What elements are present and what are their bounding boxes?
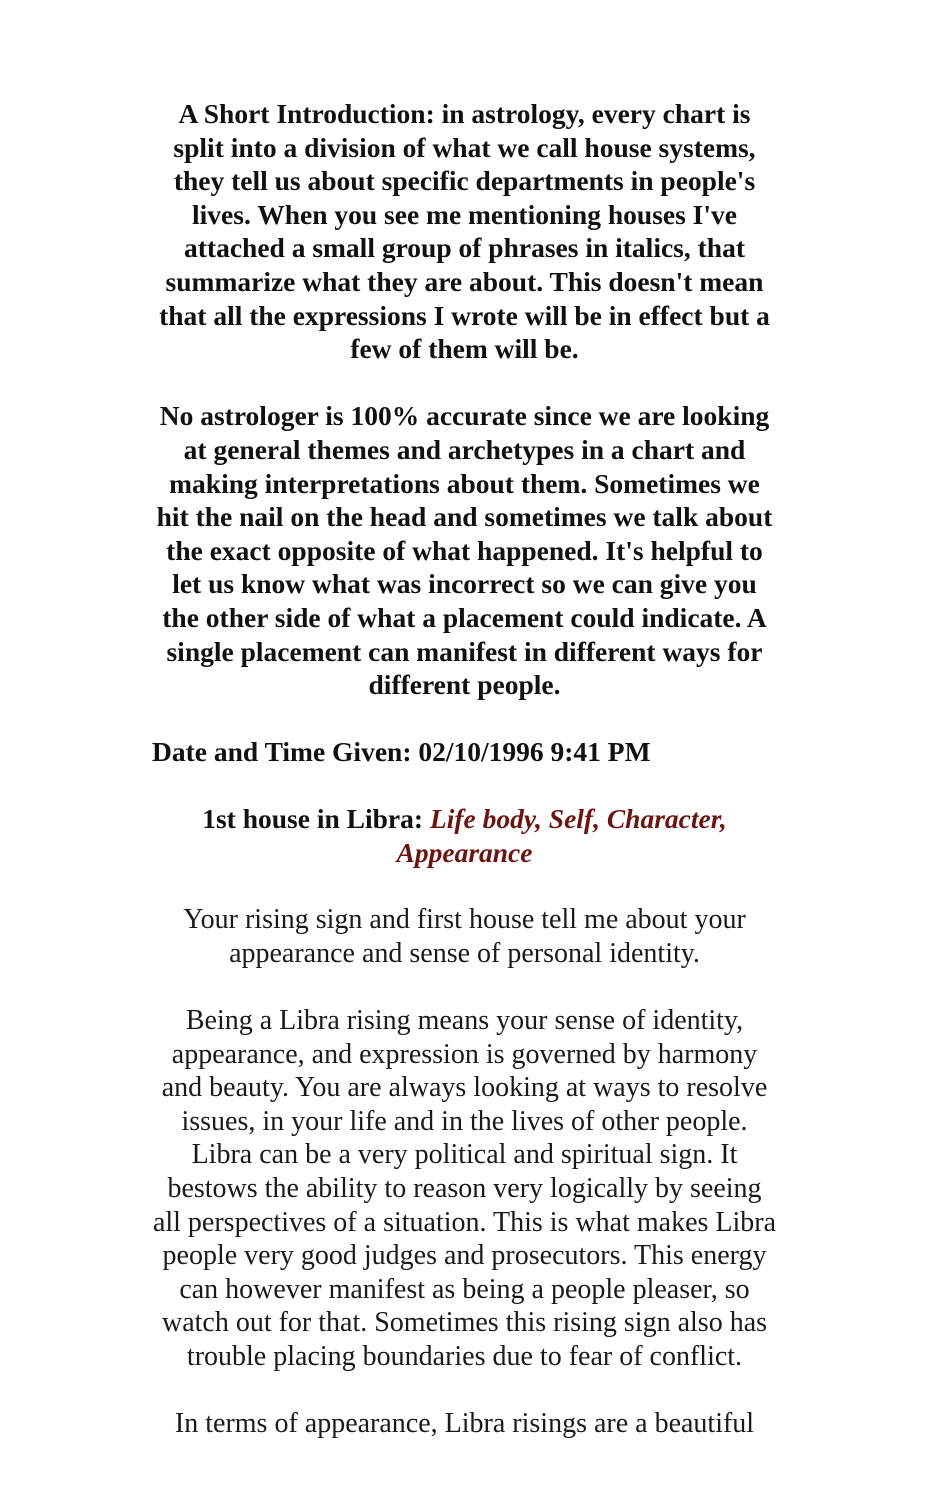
reading-document (152, 97, 777, 1441)
spacer (152, 1374, 777, 1408)
first-house-keywords: Life body, Self, Character, Appearance (396, 803, 727, 869)
spacer (152, 366, 777, 400)
spacer (152, 702, 777, 736)
first-house-intro: Your rising sign and first house tell me about your appearance and sense of personal identity. (183, 904, 746, 969)
intro-paragraph-houses: A Short Introduction: in astrology, every chart is split into a division of what we call house systems, they tell us about specific departments in people's lives. When you see me mentioning houses I've attached a small group of phrases in italics, that summarize what they are about. This doesn't mean that all the expressions I wrote will be in effect but a few of them will be. (159, 98, 770, 365)
first-house-heading (152, 802, 777, 869)
libra-rising-appearance: In terms of appearance, Libra risings are a beautiful (174, 1408, 755, 1440)
spacer (152, 769, 777, 803)
birth-date-time: Date and Time Given: 02/10/1996 9:41 PM (152, 736, 651, 768)
libra-rising-description: Being a Libra rising means your sense of identity, appearance, and expression is governed by harmony and beauty. You are always looking at ways to resolve issues, in your life and in the lives of other people. Libra can be a very political and spiritual sign. It bestows the ability to reason very logically by seeing all perspectives of a situation. This is what makes Libra people very good judges and prosecutors. This energy can however manifest as being a people pleaser, so watch out for that. Sometimes this rising sign also has trouble placing boundaries due to fear of conflict. (152, 1005, 777, 1372)
intro-paragraph-accuracy: No astrologer is 100% accurate since we are looking at general themes and archetypes in a chart and making interpretations about them. Sometimes we hit the nail on the head and sometimes we talk about the exact opposite of what happened. It's helpful to let us know what was incorrect so we can give you the other side of what a placement could indicate. A single placement can manifest in different ways for different people. (156, 400, 773, 701)
first-house-title: 1st house in Libra: (202, 803, 430, 835)
spacer (152, 870, 777, 904)
spacer (152, 970, 777, 1004)
